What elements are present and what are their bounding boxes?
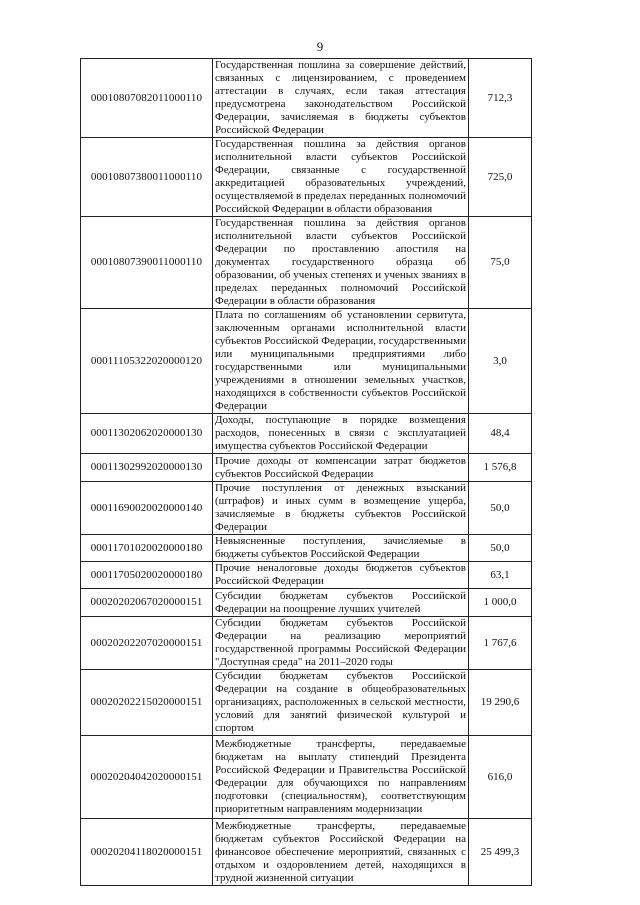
budget-classification-code: 00010807082011000110 [81, 59, 213, 138]
budget-classification-code: 00010807380011000110 [81, 138, 213, 217]
budget-classification-code: 00020202215020000151 [81, 670, 213, 736]
budget-classification-code: 00020202067020000151 [81, 589, 213, 617]
revenue-description: Межбюджетные трансферты, передаваемые бюджетам субъектов Российской Федерации на финансовое обеспечение мероприятий, связанных с отдыхом и оздоровлением детей, находящихся в трудной жизненной ситуации [213, 819, 469, 886]
revenue-amount: 63,1 [469, 562, 532, 589]
revenue-amount: 1 000,0 [469, 589, 532, 617]
table-row [81, 736, 532, 819]
scan-artifact [430, 870, 432, 872]
budget-classification-code: 00020202207020000151 [81, 617, 213, 670]
revenue-table [80, 58, 532, 886]
table-row [81, 535, 532, 562]
budget-classification-code: 00011302062020000130 [81, 414, 213, 454]
revenue-amount: 3,0 [469, 309, 532, 414]
revenue-amount: 725,0 [469, 138, 532, 217]
revenue-amount: 50,0 [469, 482, 532, 535]
revenue-description: Прочие поступления от денежных взысканий (штрафов) и иных сумм в возмещение ущерба, зачисляемые в бюджеты субъектов Российской Федерации [213, 482, 469, 535]
budget-classification-code: 00020204042020000151 [81, 736, 213, 819]
budget-classification-code: 00011302992020000130 [81, 454, 213, 482]
budget-classification-code: 00011701020020000180 [81, 535, 213, 562]
revenue-amount: 712,3 [469, 59, 532, 138]
table-row [81, 454, 532, 482]
table-row [81, 589, 532, 617]
revenue-amount: 75,0 [469, 217, 532, 309]
revenue-description: Субсидии бюджетам субъектов Российской Федерации на создание в общеобразовательных организациях, расположенных в сельской местности, условий для занятий физической культурой и спортом [213, 670, 469, 736]
table-row [81, 217, 532, 309]
table-row [81, 309, 532, 414]
page-number: 9 [316, 39, 324, 54]
table-row [81, 138, 532, 217]
revenue-description: Государственная пошлина за совершение действий, связанных с лицензированием, с проведением аттестации в случаях, если такая аттестация предусмотрена законодательством Российской Федерации, зачисляемая в бюджеты субъектов Российской Федерации [213, 59, 469, 138]
revenue-amount: 48,4 [469, 414, 532, 454]
revenue-description: Государственная пошлина за действия органов исполнительной власти субъектов Российской Федерации, связанные с государственной аккредитацией образовательных учреждений, осуществляемой в пределах переданных полномочий Российской Федерации в области образования [213, 138, 469, 217]
budget-classification-code: 00010807390011000110 [81, 217, 213, 309]
revenue-amount: 1 767,6 [469, 617, 532, 670]
revenue-amount: 50,0 [469, 535, 532, 562]
budget-classification-code: 00011690020020000140 [81, 482, 213, 535]
budget-classification-code: 00011105322020000120 [81, 309, 213, 414]
revenue-description: Доходы, поступающие в порядке возмещения расходов, понесенных в связи с эксплуатацией имущества субъектов Российской Федерации [213, 414, 469, 454]
revenue-description: Плата по соглашениям об установлении сервитута, заключенным органами исполнительной власти субъектов Российской Федерации, государственными или муниципальными предприятиями либо государственными или муниципальными учреждениями в отношении земельных участков, находящихся в собственности субъектов Российской Федерации [213, 309, 469, 414]
revenue-amount: 616,0 [469, 736, 532, 819]
revenue-amount: 1 576,8 [469, 454, 532, 482]
revenue-table-body [81, 59, 532, 886]
budget-classification-code: 00020204118020000151 [81, 819, 213, 886]
table-row [81, 617, 532, 670]
table-row [81, 482, 532, 535]
revenue-description: Государственная пошлина за действия органов исполнительной власти субъектов Российской Федерации по проставлению апостиля на документах государственного образца об образовании, об ученых степенях и ученых званиях в пределах переданных полномочий Российской Федерации в области образования [213, 217, 469, 309]
revenue-description: Межбюджетные трансферты, передаваемые бюджетам на выплату стипендий Президента Российской Федерации и Правительства Российской Федерации для обучающихся по направлениям подготовки (специальностям), соответствующим приоритетным направлениям модернизации [213, 736, 469, 819]
budget-classification-code: 00011705020020000180 [81, 562, 213, 589]
revenue-description: Субсидии бюджетам субъектов Российской Федерации на поощрение лучших учителей [213, 589, 469, 617]
revenue-description: Прочие неналоговые доходы бюджетов субъектов Российской Федерации [213, 562, 469, 589]
revenue-description: Невыясненные поступления, зачисляемые в бюджеты субъектов Российской Федерации [213, 535, 469, 562]
revenue-amount: 19 290,6 [469, 670, 532, 736]
table-row [81, 562, 532, 589]
table-row [81, 819, 532, 886]
revenue-amount: 25 499,3 [469, 819, 532, 886]
revenue-description: Субсидии бюджетам субъектов Российской Федерации на реализацию мероприятий государственной программы Российской Федерации "Доступная среда" на 2011–2020 годы [213, 617, 469, 670]
table-row [81, 670, 532, 736]
table-row [81, 59, 532, 138]
revenue-description: Прочие доходы от компенсации затрат бюджетов субъектов Российской Федерации [213, 454, 469, 482]
table-row [81, 414, 532, 454]
